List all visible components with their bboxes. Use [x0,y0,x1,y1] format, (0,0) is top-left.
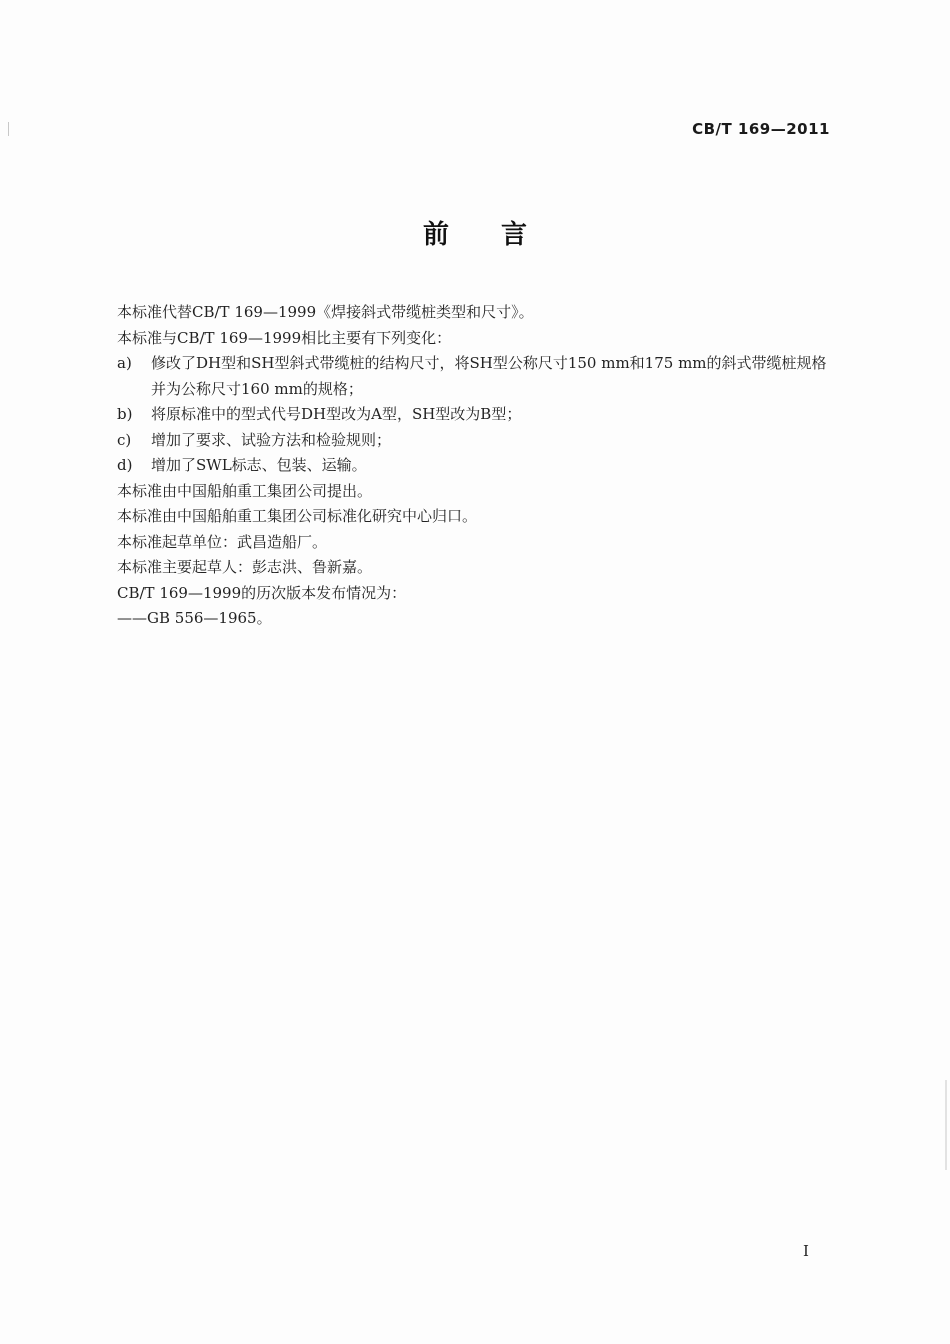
paragraph-history-intro: CB/T 169—1999的历次版本发布情况为： [117,583,407,602]
list-marker: d) [117,456,133,474]
paragraph-proposer: 本标准由中国船舶重工集团公司提出。 [117,481,373,500]
list-marker: a) [117,354,132,372]
list-marker: b) [117,405,133,423]
list-item [117,453,832,479]
paragraph-drafting-unit: 本标准起草单位：武昌造船厂。 [117,532,328,551]
paragraph-changes-intro: 本标准与CB/T 169—1999相比主要有下列变化： [117,328,452,347]
paragraph-drafters: 本标准主要起草人：彭志洪、鲁新嘉。 [117,558,373,576]
paragraph-history-item: ——GB 556—1965。 [117,609,272,627]
list-marker: c) [117,430,132,449]
foreword-body [117,300,832,632]
paragraph-replaces: 本标准代替CB/T 169—1999《焊接斜式带缆桩类型和尺寸》。 [117,303,534,321]
paragraph-centralized: 本标准由中国船舶重工集团公司标准化研究中心归口。 [117,507,478,525]
page-number: I [803,1242,809,1260]
page-title: 前言 [422,220,579,250]
scan-artifact-left [8,122,9,136]
list-item-text: 增加了SWL标志、包装、运输。 [151,456,367,474]
scan-artifact-right [945,1080,947,1170]
list-item-text: 将原标准中的型式代号DH型改为A型，SH型改为B型； [151,405,522,423]
document-number: CB/T 169—2011 [692,120,830,138]
list-item-text: 增加了要求、试验方法和检验规则； [151,430,392,449]
list-item [117,402,832,428]
list-item [117,351,832,402]
list-item-text: 修改了DH型和SH型斜式带缆桩的结构尺寸，将SH型公称尺寸150 mm和175 mm的斜式带缆桩规格并为公称尺寸160 mm的规格； [151,354,827,398]
list-item [117,428,832,454]
